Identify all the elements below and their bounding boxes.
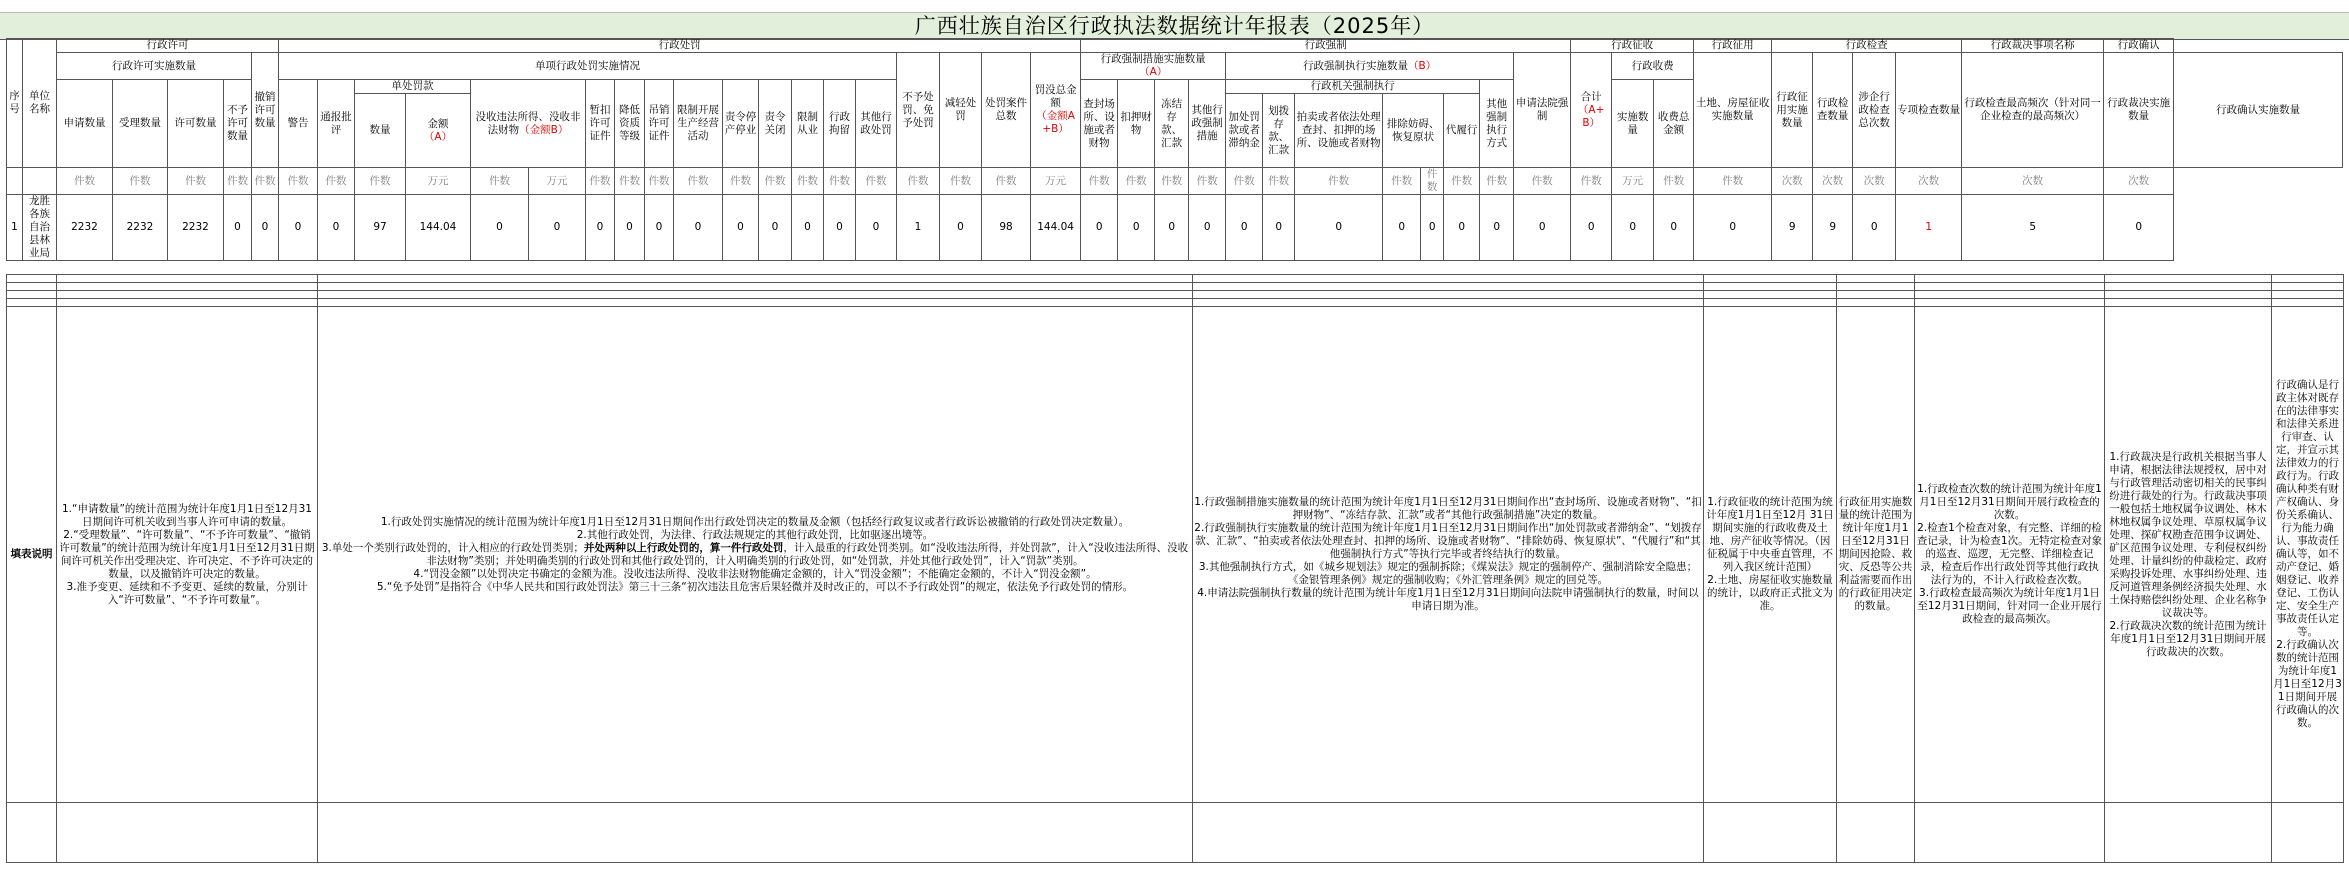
unit-cell: 件数 <box>1295 168 1383 195</box>
unit-cell: 件数 <box>1571 168 1612 195</box>
cell-other-measure: 0 <box>1189 195 1226 261</box>
header-case-total: 处罚案件总数 <box>982 53 1031 168</box>
cell-reduced: 0 <box>940 195 982 261</box>
cell-criticism: 0 <box>318 195 355 261</box>
empty-row <box>57 283 318 291</box>
note-text: 1.行政处罚实施情况的统计范围为统计年度1月1日至12月31日期间作出行政处罚决定的数量及金额（包括经行政复议或者行政诉讼被撤销的行政处罚决定数量）。 <box>380 515 1130 528</box>
cell-proxy: 0 <box>1421 195 1444 261</box>
blank-area <box>2272 803 2344 863</box>
group-requisition: 行政征用 <box>1694 39 1772 53</box>
unit-cell: 件数 <box>1155 168 1189 195</box>
unit-cell: 件数 <box>1694 168 1772 195</box>
cell-seize: 0 <box>1118 195 1155 261</box>
empty-row <box>1704 291 1837 299</box>
header-auction: 拍卖或者依法处理查封、扣押的场所、设施或者财物 <box>1295 94 1383 168</box>
group-levy: 行政征收 <box>1571 39 1694 53</box>
empty-row <box>1915 299 2105 307</box>
header-seize: 扣押财物 <box>1118 80 1155 168</box>
blank-area <box>318 803 1193 863</box>
cell-land: 0 <box>1654 195 1694 261</box>
header-close: 责令关闭 <box>759 80 792 168</box>
empty-row <box>1915 291 2105 299</box>
note-text: 2.行政确认次数的统计范围为统计年度1月1日至12月31日期间开展行政确认的次数。 <box>2273 639 2342 729</box>
unit-cell: 件数 <box>1480 168 1514 195</box>
notes-requisition <box>1837 307 1915 803</box>
unit-cell: 万元 <box>1612 168 1654 195</box>
header-other-exec: 其他强制执行方式 <box>1480 80 1514 168</box>
notes-levy <box>1704 307 1837 803</box>
blank-area <box>7 803 57 863</box>
unit-cell <box>23 168 57 195</box>
empty-row <box>1915 283 2105 291</box>
header-other-penalty: 其他行政处罚 <box>856 80 897 168</box>
note-text: 3.行政检查最高频次为统计年度1月1日至12月31日期间，针对同一企业开展行政检查的最高频次。 <box>1917 587 2102 625</box>
empty-row <box>1837 291 1915 299</box>
notes-confirm <box>2272 307 2344 803</box>
empty-row <box>2272 299 2344 307</box>
cell-remove: 0 <box>1383 195 1421 261</box>
empty-row <box>2272 283 2344 291</box>
unit-cell: 件数 <box>1444 168 1480 195</box>
empty-row <box>2105 299 2272 307</box>
cell-detain: 0 <box>824 195 856 261</box>
header-special-insp: 专项检查数量 <box>1896 53 1962 168</box>
header-restrict-job: 限制从业 <box>792 80 824 168</box>
header-suspend: 暂扣许可证件 <box>586 80 615 168</box>
header-max-freq: 行政检查最高频次（针对同一企业检查的最高频次） <box>1962 53 2104 168</box>
cell-no-penalty: 1 <box>897 195 940 261</box>
cell-not-permit: 0 <box>224 195 252 261</box>
unit-cell: 件数 <box>615 168 645 195</box>
unit-cell: 件数 <box>1654 168 1694 195</box>
empty-row <box>1704 275 1837 283</box>
header-remove: 排除妨碍、恢复原状 <box>1383 94 1444 168</box>
unit-cell: 件数 <box>1189 168 1226 195</box>
header-fine: 单处罚款 <box>355 80 471 94</box>
note-text: 2.其他行政处罚，为法律、行政法规规定的其他行政处罚，比如驱逐出境等。 <box>576 528 934 541</box>
header-late-fee: 加处罚款或者滞纳金 <box>1226 94 1263 168</box>
unit-cell: 次数 <box>1896 168 1962 195</box>
note-text: 2.行政裁决次数的统计范围为统计年度1月1日至12月31日期间开展行政裁决的次数。 <box>2109 619 2267 658</box>
header-confiscate: 没收违法所得、没收非法财物（金额B） <box>471 80 586 168</box>
empty-row <box>1837 283 1915 291</box>
unit-cell: 件数 <box>723 168 759 195</box>
header-fee: 行政收费 <box>1612 53 1694 80</box>
unit-cell: 件数 <box>824 168 856 195</box>
unit-cell: 件数 <box>645 168 674 195</box>
empty-row <box>318 291 1193 299</box>
cell-close: 0 <box>759 195 792 261</box>
header-measure-impl: 行政强制措施实施数量 （A） <box>1081 53 1226 80</box>
empty-row <box>2105 291 2272 299</box>
unit-cell: 次数 <box>1853 168 1896 195</box>
group-enforce: 行政强制 <box>1081 39 1571 53</box>
empty-row <box>318 275 1193 283</box>
cell-stop: 0 <box>723 195 759 261</box>
unit-cell: 件数 <box>982 168 1031 195</box>
header-downgrade: 降低资质等级 <box>615 80 645 168</box>
blank-area <box>1704 803 1837 863</box>
header-fine-amount: 金额 （A） <box>406 94 471 168</box>
header-other-measure: 其他行政强制措施 <box>1189 80 1226 168</box>
header-total: 合计 （A+B） <box>1571 53 1612 168</box>
unit-cell: 件数 <box>279 168 318 195</box>
header-restrict: 限制开展生产经营活动 <box>674 80 723 168</box>
unit-cell: 件数 <box>252 168 279 195</box>
empty-row <box>1704 283 1837 291</box>
notes-permit <box>57 307 318 803</box>
unit-cell: 件数 <box>113 168 168 195</box>
cell-revoke-cert: 0 <box>645 195 674 261</box>
header-req-count: 行政征用实施数量 <box>1772 53 1813 168</box>
empty-row <box>1193 299 1704 307</box>
empty-row <box>1193 283 1704 291</box>
header-fee-count: 实施数量 <box>1612 80 1654 168</box>
cell-seq: 1 <box>7 195 23 261</box>
header-revoke-cert: 吊销许可证件 <box>645 80 674 168</box>
note-text: 1.行政检查次数的统计范围为统计年度1月1日至12月31日期间开展行政检查的次数。 <box>1917 483 2102 521</box>
cell-max-freq: 1 <box>1896 195 1962 261</box>
header-no-penalty: 不予处罚、免予处罚 <box>897 53 940 168</box>
cell-downgrade: 0 <box>615 195 645 261</box>
note-text: 2.土地、房屋征收实施数量的统计，以政府正式批文为准。 <box>1707 574 1833 612</box>
group-penalty: 行政处罚 <box>279 39 1081 53</box>
group-ruling: 行政裁决事项名称 <box>1962 39 2104 53</box>
cell-other-exec: 0 <box>1444 195 1480 261</box>
header-reduced: 减轻处罚 <box>940 53 982 168</box>
group-permit: 行政许可 <box>57 39 279 53</box>
unit-cell: 件数 <box>318 168 355 195</box>
unit-cell: 件数 <box>1226 168 1263 195</box>
cell-fine-total: 144.04 <box>1031 195 1081 261</box>
unit-cell: 次数 <box>1772 168 1813 195</box>
header-warning: 警告 <box>279 80 318 168</box>
unit-cell: 件数 <box>856 168 897 195</box>
cell-special: 0 <box>1853 195 1896 261</box>
empty-row <box>7 283 57 291</box>
header-apply: 申请数量 <box>57 80 113 168</box>
empty-row <box>7 291 57 299</box>
empty-row <box>2105 275 2272 283</box>
header-fine-total: 罚没总金额 （金额A+B） <box>1031 53 1081 168</box>
cell-total: 0 <box>1514 195 1571 261</box>
unit-cell: 件数 <box>586 168 615 195</box>
cell-conf-count: 0 <box>471 195 529 261</box>
unit-cell: 件数 <box>1514 168 1571 195</box>
cell-insp: 9 <box>1772 195 1813 261</box>
unit-cell: 件数 <box>355 168 406 195</box>
cell-case-total: 98 <box>982 195 1031 261</box>
cell-seal: 0 <box>1081 195 1118 261</box>
cell-accept: 2232 <box>113 195 168 261</box>
header-confirm-count: 行政确认实施数量 <box>2174 53 2343 168</box>
unit-cell: 万元 <box>406 168 471 195</box>
header-permit-count: 许可数量 <box>168 80 224 168</box>
empty-row <box>1704 299 1837 307</box>
cell-fine-count: 97 <box>355 195 406 261</box>
empty-row <box>7 299 57 307</box>
header-land: 土地、房屋征收实施数量 <box>1694 53 1772 168</box>
empty-row <box>318 283 1193 291</box>
notes-enforce <box>1193 307 1704 803</box>
note-text: 3.其他强制执行方式，如《城乡规划法》规定的强制拆除；《煤炭法》规定的强制停产、强制消除安全隐患；《金银管理条例》规定的强制收购；《外汇管理条例》规定的回兑等。 <box>1198 561 1698 586</box>
unit-cell: 次数 <box>2104 168 2174 195</box>
empty-row <box>1837 275 1915 283</box>
empty-row <box>2272 275 2344 283</box>
unit-cell: 万元 <box>529 168 586 195</box>
cell-late-fee: 0 <box>1226 195 1263 261</box>
cell-fee-amount: 0 <box>1612 195 1654 261</box>
header-accept: 受理数量 <box>113 80 168 168</box>
header-single-penalty: 单项行政处罚实施情况 <box>279 53 897 80</box>
empty-row <box>1193 291 1704 299</box>
empty-row <box>318 299 1193 307</box>
note-text: 3.单处一个类别行政处罚的，计入相应的行政处罚类别；并处两种以上行政处罚的，算一件行政处罚，计入最重的行政处罚类别。如“没收违法所得，并处罚款”，计入“没收违法所得、没收非法财物”类别；并处明确类别的行政处罚和其他行政处罚的，计入明确类别的行政处罚，如“处罚款，并处其他行政处罚”，计入“罚款”类别。 <box>321 541 1189 567</box>
cell-suspend: 0 <box>586 195 615 261</box>
empty-row <box>1193 275 1704 283</box>
note-text: 3.准予变更、延续和不予变更、延续的数量，分别计入“许可数量”、“不予许可数量”。 <box>66 580 308 606</box>
note-text: 4.申请法院强制执行数量的统计范围为统计年度1月1日至12月31日期间向法院申请强制执行的数量，时间以申请日期为准。 <box>1197 587 1699 612</box>
blank-area <box>2105 803 2272 863</box>
header-detain: 行政拘留 <box>824 80 856 168</box>
note-text: 5.“免予处罚”是指符合《中华人民共和国行政处罚法》第三十三条“初次违法且危害后果轻微并及时改正的，可以不予行政处罚”的规定，依法免予行政处罚的情形。 <box>376 580 1134 593</box>
notes-ruling <box>2105 307 2272 803</box>
empty-row <box>2272 291 2344 299</box>
blank-area <box>1915 803 2105 863</box>
blank-area <box>1193 803 1704 863</box>
header-stop: 责令停产停业 <box>723 80 759 168</box>
header-seal: 查封场所、设施或者财物 <box>1081 80 1118 168</box>
empty-row <box>1837 299 1915 307</box>
unit-cell: 次数 <box>1813 168 1853 195</box>
note-text: 2.检查1个检查对象，有完整、详细的检查记录，计为检查1次。无特定检查对象的巡查、巡逻，无完整、详细检查记录，检查后作出行政处罚等其他行政执法行为的，不计入行政检查次数。 <box>1916 522 2103 586</box>
cell-confirm: 0 <box>2104 195 2174 261</box>
header-proxy: 代履行 <box>1444 94 1480 168</box>
header-court: 申请法院强制 <box>1514 53 1571 168</box>
unit-cell: 件数 <box>471 168 529 195</box>
note-text: 4.“罚没金额”以处罚决定书确定的金额为准。没收违法所得、没收非法财物能确定金额的，计入“罚没金额”；不能确定金额的，不计入“罚没金额”。 <box>413 567 1097 580</box>
blank-area <box>1837 803 1915 863</box>
cell-conf-amount: 0 <box>529 195 586 261</box>
note-text: 1.行政裁决是行政机关根据当事人申请，根据法律法规授权，居中对与行政管理活动密切相关的民事纠纷进行裁处的行为。行政裁决事项一般包括土地权属争议调处、林木林地权属争议处理、草原权属争议处理、探矿权勘查范围争议调处、矿区范围争议处理、专利侵权纠纷处理、计量纠纷的仲裁检定、政府采购投诉处理、水事纠纷处理、违反河道管理条例经济损失处理、水土保持赔偿纠纷处理、企业名称争议裁决等。 <box>2109 450 2267 619</box>
empty-row <box>7 275 57 283</box>
header-transfer: 划拨存款、汇款 <box>1263 94 1295 168</box>
unit-cell: 件数 <box>1118 168 1155 195</box>
header-exec-impl: 行政强制执行实施数量（B） <box>1226 53 1514 80</box>
notes-inspect <box>1915 307 2105 803</box>
header-ent-insp: 涉企行政检查总次数 <box>1853 53 1896 168</box>
unit-cell: 万元 <box>1031 168 1081 195</box>
cell-permit: 2232 <box>168 195 224 261</box>
cell-restrict: 0 <box>674 195 723 261</box>
unit-cell: 件数 <box>674 168 723 195</box>
blank-area <box>57 803 318 863</box>
header-fee-amount: 收费总金额 <box>1654 80 1694 168</box>
header-permit-impl: 行政许可实施数量 <box>57 53 252 80</box>
header-freeze: 冻结存款、汇款 <box>1155 80 1189 168</box>
unit-cell: 次数 <box>1962 168 2104 195</box>
header-unit-name: 单位名称 <box>23 39 57 168</box>
table-row <box>7 195 2343 261</box>
empty-row <box>57 275 318 283</box>
cell-fee-count: 0 <box>1571 195 1612 261</box>
group-confirm: 行政确认 <box>2104 39 2174 53</box>
cell-auction: 0 <box>1295 195 1383 261</box>
note-text: 1.“申请数量”的统计范围为统计年度1月1日至12月31日期间许可机关收到当事人许可申请的数量。 <box>62 502 312 528</box>
header-seq: 序号 <box>7 39 23 168</box>
report-title: 广西壮族自治区行政执法数据统计年报表（2025年） <box>0 12 2349 40</box>
notes-penalty <box>318 307 1193 803</box>
header-ruling-count: 行政裁决实施数量 <box>2104 53 2174 168</box>
notes-label: 填表说明 <box>7 307 57 803</box>
cell-unit: 龙胜各族自治县林业局 <box>23 195 57 261</box>
header-criticism: 通报批评 <box>318 80 355 168</box>
cell-warning: 0 <box>279 195 318 261</box>
cell-court: 0 <box>1480 195 1514 261</box>
unit-cell: 件数 <box>1081 168 1118 195</box>
unit-cell: 件数 <box>759 168 792 195</box>
cell-req: 0 <box>1694 195 1772 261</box>
cell-ent-insp: 9 <box>1813 195 1853 261</box>
header-agency-exec: 行政机关强制执行 <box>1226 80 1480 94</box>
note-text: 1.行政征收的统计范围为统计年度1月1日至12月 31日期间实施的行政收费及土地、房产征收等情况。（因征税属于中央垂直管理，不列入我区统计范围） <box>1706 496 1834 573</box>
note-text: 行政征用实施数量的统计范围为统计年度1月1日至12月31日期间因抢险、救灾、反恐等公共利益需要而作出的行政征用决定的数量。 <box>1838 496 1913 612</box>
cell-other-penalty: 0 <box>856 195 897 261</box>
header-fine-count: 数量 <box>355 94 406 168</box>
cell-restrict-job: 0 <box>792 195 824 261</box>
header-not-permit: 不予许可数量 <box>224 80 252 168</box>
cell-revoke: 0 <box>252 195 279 261</box>
unit-cell: 件数 <box>940 168 982 195</box>
cell-fine-amount: 144.04 <box>406 195 471 261</box>
cell-apply: 2232 <box>57 195 113 261</box>
header-insp-count: 行政检查数量 <box>1813 53 1853 168</box>
unit-cell: 件数 <box>168 168 224 195</box>
note-text: 2.“受理数量”、“许可数量”、“不予许可数量”、“撤销许可数量”的统计范围为统计年度1月1日至12月31日期间许可机关作出受理决定、许可决定、不予许可决定的数量，以及撤销许可决定的数量。 <box>59 528 315 580</box>
unit-cell: 件数 <box>792 168 824 195</box>
empty-row <box>2105 283 2272 291</box>
note-text: 行政确认是行政主体对既存在的法律事实和法律关系进行审查、认定，并宣示其法律效力的行政行为。行政确认种类有财产权确认、身份关系确认、行为能力确认、事故责任确认等，如不动产登记、婚姻登记、收养登记、工伤认定、安全生产事故责任认定等。 <box>2276 379 2339 638</box>
notes-table <box>6 274 2344 863</box>
unit-cell: 件数 <box>897 168 940 195</box>
cell-freeze: 0 <box>1155 195 1189 261</box>
note-text: 2.行政强制执行实施数量的统计范围为统计年度1月1日至12月31日期间作出“加处罚款或者滞纳金”、“划拨存款、汇款”、“拍卖或者依法处理查封、扣押的场所、设施或者财物”、“排除妨碍、恢复原状”、“代履行”和“其他强制执行方式”等执行完毕或者终结执行的数量。 <box>1194 522 1702 560</box>
header-revoke: 撤销许可数量 <box>252 53 279 168</box>
cell-transfer: 0 <box>1263 195 1295 261</box>
empty-row <box>1915 275 2105 283</box>
empty-row <box>57 291 318 299</box>
empty-row <box>57 299 318 307</box>
group-inspect: 行政检查 <box>1772 39 1962 53</box>
note-text: 1.行政强制措施实施数量的统计范围为统计年度1月1日至12月31日期间作出“查封场所、设施或者财物”、“扣押财物”、“冻结存款、汇款”或者“其他行政强制措施”决定的数量。 <box>1194 496 1702 521</box>
cell-ruling: 5 <box>1962 195 2104 261</box>
unit-cell: 件数 <box>57 168 113 195</box>
unit-cell: 件数 <box>1383 168 1421 195</box>
unit-cell: 件数 <box>1421 168 1444 195</box>
unit-cell: 件数 <box>1263 168 1295 195</box>
unit-cell <box>7 168 23 195</box>
unit-cell: 件数 <box>224 168 252 195</box>
statistics-table <box>6 38 2343 261</box>
